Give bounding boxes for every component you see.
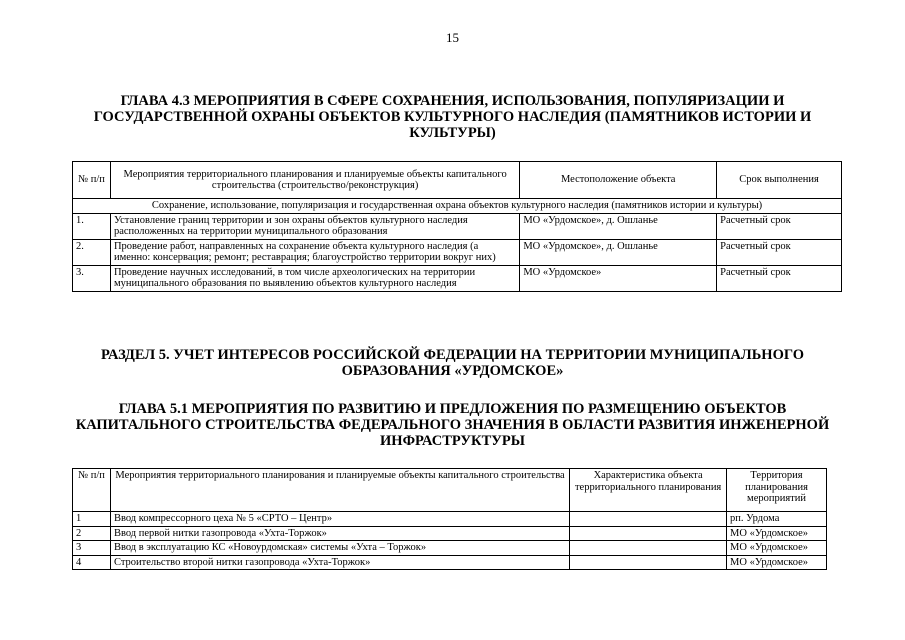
- table-row: [73, 555, 827, 570]
- chapter-4-3-title: ГЛАВА 4.3 МЕРОПРИЯТИЯ В СФЕРЕ СОХРАНЕНИЯ, ИСПОЛЬЗОВАНИЯ, ПОПУЛЯРИЗАЦИИ И ГОСУДАРСТВЕННОЙ ОХРАНЫ ОБЪЕКТОВ КУЛЬТУРНОГО НАСЛЕДИЯ (ПАМЯТНИКОВ ИСТОРИИ И КУЛЬТУРЫ): [93, 93, 812, 141]
- table-row: [73, 213, 842, 239]
- row-measure: Ввод компрессорного цеха № 5 «СРТО – Центр»: [110, 512, 569, 527]
- row-num: 3: [73, 541, 111, 556]
- row-characteristic: [570, 555, 727, 570]
- row-measure: Ввод в эксплуатацию КС «Новоурдомская» системы «Ухта – Торжок»: [110, 541, 569, 556]
- row-territory: рп. Урдома: [727, 512, 827, 527]
- row-characteristic: [570, 512, 727, 527]
- table-row: [73, 526, 827, 541]
- header-num: № п/п: [73, 162, 111, 199]
- row-location: МО «Урдомское», д. Ошланье: [520, 239, 717, 265]
- row-location: МО «Урдомское»: [520, 265, 717, 291]
- table-row: [73, 265, 842, 291]
- row-territory: МО «Урдомское»: [727, 555, 827, 570]
- cultural-heritage-table: [72, 161, 842, 292]
- header-characteristic: Характеристика объекта территориального планирования: [570, 469, 727, 512]
- header-location: Местоположение объекта: [520, 162, 717, 199]
- row-characteristic: [570, 526, 727, 541]
- table-header-row: [73, 162, 842, 199]
- table-row: [73, 541, 827, 556]
- row-term: Расчетный срок: [717, 265, 842, 291]
- row-measure: Строительство второй нитки газопровода «Ухта-Торжок»: [110, 555, 569, 570]
- row-measure: Проведение работ, направленных на сохранение объекта культурного наследия (а именно: консервация; ремонт; реставрация; благоустройство территории вокруг них): [110, 239, 519, 265]
- row-term: Расчетный срок: [717, 239, 842, 265]
- header-term: Срок выполнения: [717, 162, 842, 199]
- row-measure: Установление границ территории и зон охраны объектов культурного наследия расположенных на территории муниципального образования: [110, 213, 519, 239]
- section-5-title: РАЗДЕЛ 5. УЧЕТ ИНТЕРЕСОВ РОССИЙСКОЙ ФЕДЕРАЦИИ НА ТЕРРИТОРИИ МУНИЦИПАЛЬНОГО ОБРАЗОВАНИЯ «УРДОМСКОЕ»: [100, 347, 805, 379]
- row-num: 2.: [73, 239, 111, 265]
- header-num: № п/п: [73, 469, 111, 512]
- header-measure: Мероприятия территориального планирования и планируемые объекты капитального строительства: [110, 469, 569, 512]
- row-territory: МО «Урдомское»: [727, 541, 827, 556]
- row-characteristic: [570, 541, 727, 556]
- header-territory: Территория планирования мероприятий: [727, 469, 827, 512]
- row-num: 1: [73, 512, 111, 527]
- table-header-row: [73, 469, 827, 512]
- page-number: 15: [446, 30, 459, 45]
- row-num: 2: [73, 526, 111, 541]
- row-term: Расчетный срок: [717, 213, 842, 239]
- federal-infrastructure-table: [72, 468, 827, 570]
- section-title: Сохранение, использование, популяризация и государственная охрана объектов культурного наследия (памятников истории и культуры): [73, 199, 842, 214]
- table-row: [73, 512, 827, 527]
- row-num: 3.: [73, 265, 111, 291]
- header-measure: Мероприятия территориального планирования и планируемые объекты капитального строительства (строительство/реконструкция): [110, 162, 519, 199]
- section-row: [73, 199, 842, 214]
- row-location: МО «Урдомское», д. Ошланье: [520, 213, 717, 239]
- row-measure: Ввод первой нитки газопровода «Ухта-Торжок»: [110, 526, 569, 541]
- row-measure: Проведение научных исследований, в том числе археологических на территории муниципального образования по выявлению объектов культурного наследия: [110, 265, 519, 291]
- table-row: [73, 239, 842, 265]
- row-territory: МО «Урдомское»: [727, 526, 827, 541]
- chapter-5-1-title: ГЛАВА 5.1 МЕРОПРИЯТИЯ ПО РАЗВИТИЮ И ПРЕДЛОЖЕНИЯ ПО РАЗМЕЩЕНИЮ ОБЪЕКТОВ КАПИТАЛЬНОГО СТРОИТЕЛЬСТВА ФЕДЕРАЛЬНОГО ЗНАЧЕНИЯ В ОБЛАСТИ РАЗВИТИЯ ИНЖЕНЕРНОЙ ИНФРАСТРУКТУРЫ: [75, 401, 830, 449]
- row-num: 1.: [73, 213, 111, 239]
- row-num: 4: [73, 555, 111, 570]
